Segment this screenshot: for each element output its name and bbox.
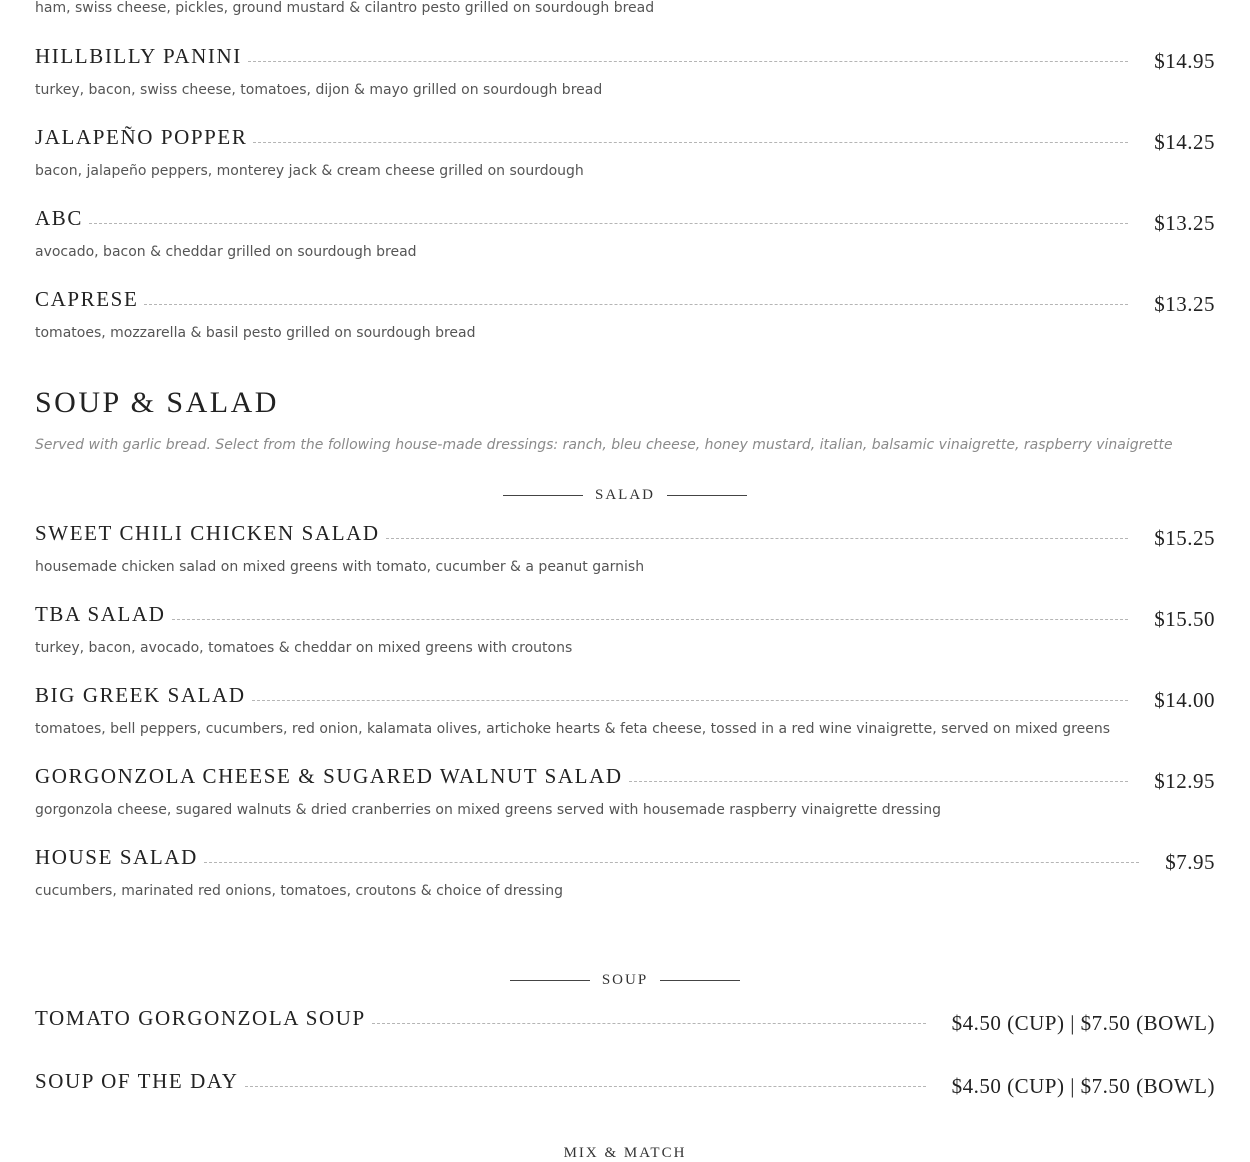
menu-item-sweet-chili-chicken-salad: [35, 521, 1215, 576]
item-description: turkey, bacon, swiss cheese, tomatoes, dijon & mayo grilled on sourdough bread: [35, 82, 603, 98]
item-price: $14.25: [1154, 130, 1215, 154]
dotted-leader: [172, 619, 1129, 620]
item-description: bacon, jalapeño peppers, monterey jack & cream cheese grilled on sourdough: [35, 163, 584, 179]
item-name: TBA SALAD: [35, 602, 166, 626]
menu-item-gorgonzola-walnut-salad: [35, 764, 1215, 819]
dotted-leader: [248, 61, 1128, 62]
item-description: gorgonzola cheese, sugared walnuts & dried cranberries on mixed greens served with housemade raspberry vinaigrette dressing: [35, 802, 941, 818]
subsection-label: SOUP: [601, 972, 649, 988]
item-price: $7.95: [1165, 850, 1215, 874]
divider-line: [660, 980, 740, 981]
item-name: HILLBILLY PANINI: [35, 44, 242, 68]
item-description: avocado, bacon & cheddar grilled on sourdough bread: [35, 244, 417, 260]
item-name: CAPRESE: [35, 287, 139, 311]
dotted-leader: [204, 862, 1139, 863]
dotted-leader: [144, 304, 1128, 305]
item-name: ABC: [35, 206, 83, 230]
item-price: $13.25: [1154, 292, 1215, 316]
menu-item-tba-salad: [35, 602, 1215, 657]
item-name: BIG GREEK SALAD: [35, 683, 246, 707]
item-price: $4.50 (CUP) | $7.50 (BOWL): [951, 1074, 1215, 1098]
item-name: JALAPEÑO POPPER: [35, 125, 248, 149]
item-name: TOMATO GORGONZOLA SOUP: [35, 1006, 366, 1030]
divider-line: [667, 495, 747, 496]
section-note: Served with garlic bread. Select from the following house-made dressings: ranch, bleu cheese, honey mustard, italian, balsamic vinaigrette, raspberry vinaigrette: [35, 437, 1173, 453]
menu-item-hillbilly-panini: [35, 44, 1215, 99]
dotted-leader: [629, 781, 1129, 782]
item-price: $15.25: [1154, 526, 1215, 550]
dotted-leader: [89, 223, 1128, 224]
item-description: ham, swiss cheese, pickles, ground mustard & cilantro pesto grilled on sourdough bread: [35, 0, 655, 16]
item-description: housemade chicken salad on mixed greens with tomato, cucumber & a peanut garnish: [35, 559, 645, 575]
menu-item-big-greek-salad: [35, 683, 1215, 738]
menu-item-caprese: [35, 287, 1215, 342]
item-price: $13.25: [1154, 211, 1215, 235]
dotted-leader: [386, 538, 1129, 539]
item-description: tomatoes, mozzarella & basil pesto grilled on sourdough bread: [35, 325, 476, 341]
item-price: $12.95: [1154, 769, 1215, 793]
dotted-leader: [252, 700, 1129, 701]
item-name: HOUSE SALAD: [35, 845, 198, 869]
item-price: $4.50 (CUP) | $7.50 (BOWL): [951, 1011, 1215, 1035]
item-name: SWEET CHILI CHICKEN SALAD: [35, 521, 380, 545]
item-price: $14.95: [1154, 49, 1215, 73]
subsection-label-mix-match: MIX & MATCH: [563, 1145, 687, 1161]
menu-item-soup-of-the-day: [35, 1069, 1215, 1098]
menu-page: [35, 0, 1215, 1161]
item-name: SOUP OF THE DAY: [35, 1069, 239, 1093]
item-description: cucumbers, marinated red onions, tomatoes, croutons & choice of dressing: [35, 883, 564, 899]
subsection-divider-salad: [35, 486, 1215, 504]
menu-item-jalapeno-popper: [35, 125, 1215, 180]
dotted-leader: [253, 142, 1128, 143]
dotted-leader: [245, 1086, 926, 1087]
subsection-divider-soup: [35, 971, 1215, 989]
item-description: tomatoes, bell peppers, cucumbers, red onion, kalamata olives, artichoke hearts & feta cheese, tossed in a red wine vinaigrette, served on mixed greens: [35, 721, 1110, 737]
dotted-leader: [372, 1023, 926, 1024]
divider-line: [503, 495, 583, 496]
subsection-label: SALAD: [594, 487, 655, 503]
menu-item-house-salad: [35, 845, 1215, 900]
item-name: GORGONZOLA CHEESE & SUGARED WALNUT SALAD: [35, 764, 623, 788]
item-price: $14.00: [1154, 688, 1215, 712]
section-title: SOUP & SALAD: [35, 386, 279, 419]
item-description: turkey, bacon, avocado, tomatoes & cheddar on mixed greens with croutons: [35, 640, 573, 656]
item-price: $15.50: [1154, 607, 1215, 631]
divider-line: [510, 980, 590, 981]
menu-item-abc: [35, 206, 1215, 261]
menu-item-tomato-gorgonzola-soup: [35, 1006, 1215, 1035]
